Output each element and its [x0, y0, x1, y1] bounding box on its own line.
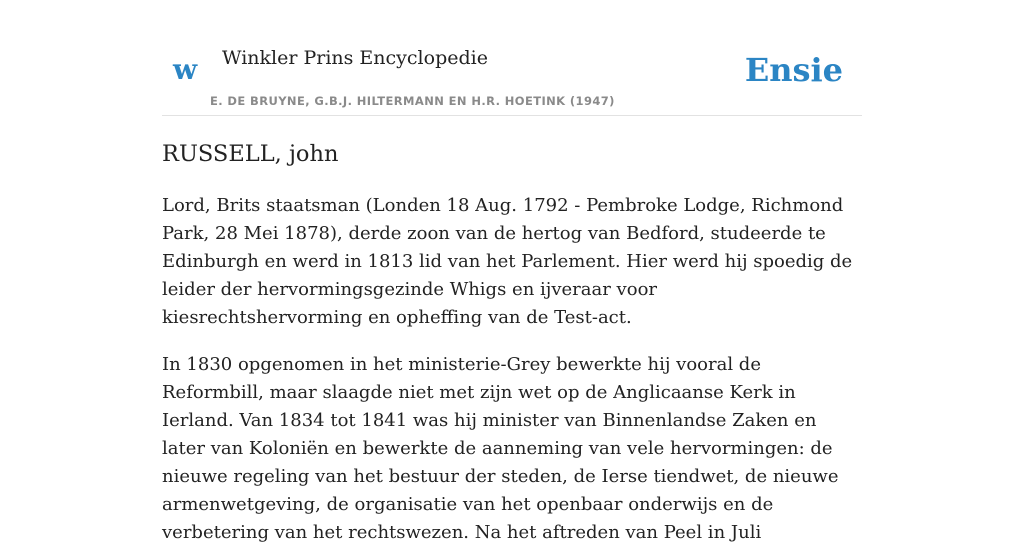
- publication-logo[interactable]: w: [173, 53, 198, 86]
- article-paragraph-1: Lord, Brits staatsman (Londen 18 Aug. 1792 - Pembroke Lodge, Richmond Park, 28 Mei 1878), derde zoon van de hertog van Bedford, studeerde te Edinburgh en werd in 1813 lid van het Parlement. Hier werd hij spoedig de leider der hervormingsgezinde Whigs en ijveraar voor kiesrechtshervorming en opheffing van de Test-act.: [162, 195, 853, 328]
- site-logo-link[interactable]: Ensie: [744, 51, 843, 89]
- article-paragraph-2: In 1830 opgenomen in het ministerie-Grey bewerkte hij vooral de Reformbill, maar slaagde niet met zijn wet op de Anglicaanse Kerk in Ierland. Van 1834 tot 1841 was hij minister van Binnenlandse Zaken en later van Koloniën en bewerkte de aanneming van vele hervormingen: de nieuwe regeling van het bestuur der steden, de Ierse tiendwet, de nieuwe armenwetgeving, de organisatie van het openbaar onderwijs en de verbetering van het rechtswezen. Na het aftreden van Peel in Juli: [162, 354, 839, 543]
- page-header: [162, 40, 862, 116]
- article: [162, 136, 862, 547]
- publication-authors: E. DE BRUYNE, G.B.J. HILTERMANN EN H.R. HOETINK (1947): [210, 94, 615, 108]
- article-title: RUSSELL, john: [162, 141, 339, 167]
- publication-title[interactable]: Winkler Prins Encyclopedie: [222, 47, 488, 69]
